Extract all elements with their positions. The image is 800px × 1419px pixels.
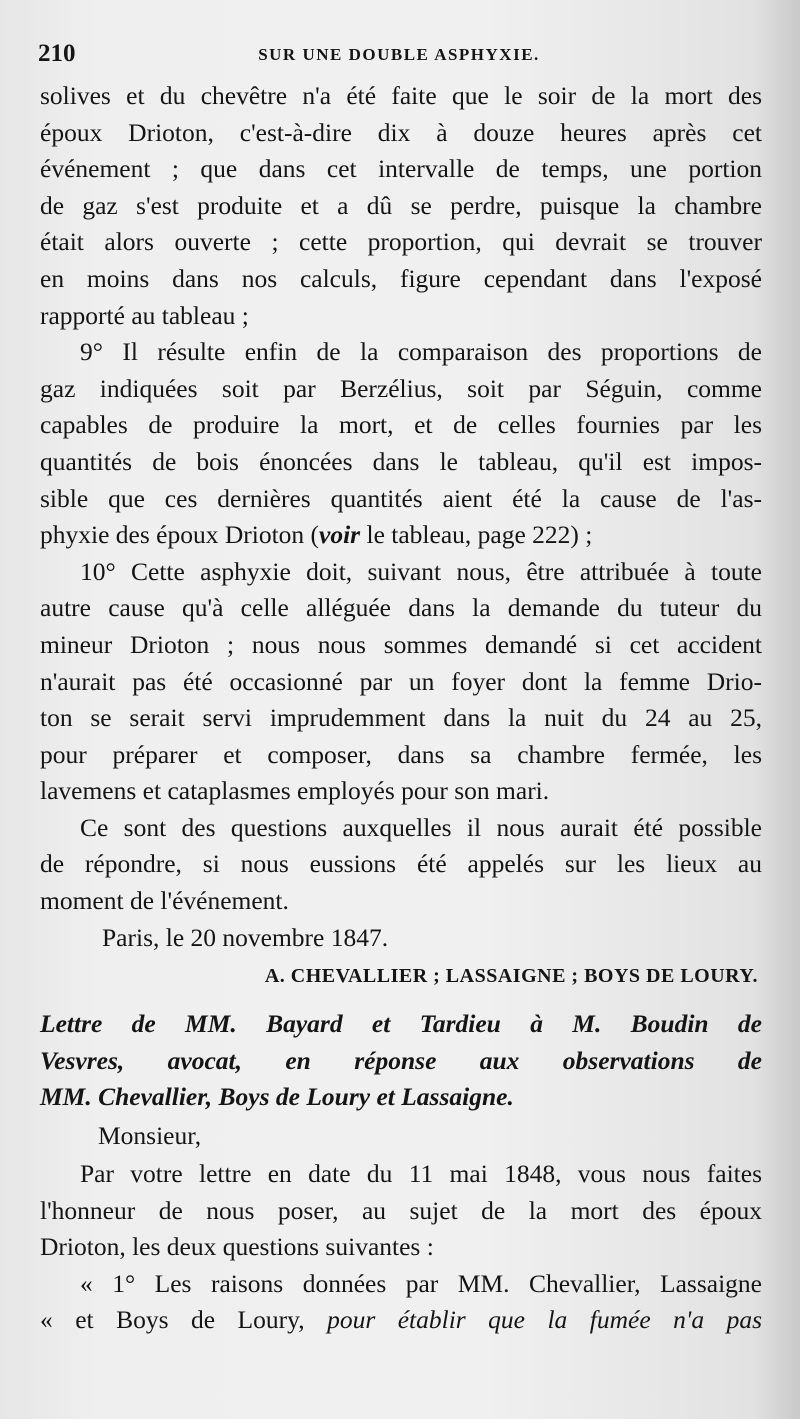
text-line: ton se serait servi imprudemment dans la nuit du 24 au 25,	[40, 703, 762, 733]
running-title: SUR UNE DOUBLE ASPHYXIE.	[258, 45, 540, 64]
text-line: événement ; que dans cet intervalle de temps, une portion	[40, 154, 762, 184]
text-line: gaz indiquées soit par Berzélius, soit par Séguin, comme	[40, 373, 762, 403]
paragraph-4	[40, 810, 762, 920]
title-line: MM. Chevallier, Boys de Loury et Lassaigne.	[40, 1082, 514, 1112]
italic-voir: voir	[319, 520, 361, 550]
salutation: Monsieur,	[98, 1121, 202, 1151]
text-line: pour préparer et composer, dans sa chambre fermée, les	[40, 739, 762, 769]
italic-segment: pour établir que la fumée n'a pas	[327, 1305, 762, 1335]
page-number: 210	[38, 40, 76, 67]
paragraph-3	[40, 554, 762, 810]
title-line: Vesvres, avocat, en réponse aux observations de	[40, 1045, 762, 1075]
text-line: époux Drioton, c'est-à-dire dix à douze heures après cet	[40, 117, 762, 147]
text-segment: « et Boys de Loury,	[40, 1305, 328, 1335]
text-line: lavemens et cataplasmes employés pour son mari.	[40, 776, 550, 806]
letter-title	[40, 1006, 762, 1116]
text-segment: phyxie des époux Drioton (	[40, 520, 320, 550]
text-line: n'aurait pas été occasionné par un foyer dont la femme Drio-	[40, 666, 762, 696]
text-line: 9° Il résulte enfin de la comparaison des proportions de	[80, 337, 762, 367]
text-line	[40, 517, 762, 554]
text-line: de répondre, si nous eussions été appelés sur les lieux au	[40, 849, 762, 879]
text-line: rapporté au tableau ;	[40, 300, 249, 330]
page-header	[38, 40, 760, 74]
text-line: l'honneur de nous poser, au sujet de la mort des époux	[40, 1195, 762, 1225]
text-line: 10° Cette asphyxie doit, suivant nous, être attribuée à toute	[80, 556, 762, 586]
text-line: capables de produire la mort, et de celles fournies par les	[40, 410, 762, 440]
text-line: Par votre lettre en date du 11 mai 1848, vous nous faites	[80, 1159, 762, 1189]
letter-body	[40, 1156, 762, 1339]
text-line: de gaz s'est produite et a dû se perdre, puisque la chambre	[40, 190, 762, 220]
text-line: solives et du chevêtre n'a été faite que le soir de la mort des	[40, 81, 762, 110]
text-line: « 1° Les raisons données par MM. Chevallier, Lassaigne	[80, 1268, 762, 1298]
text-line	[40, 1302, 762, 1339]
text-line: mineur Drioton ; nous nous sommes demandé si cet accident	[40, 629, 762, 659]
text-body	[40, 78, 762, 1339]
spacer	[40, 996, 762, 1006]
text-line: Ce sont des questions auxquelles il nous aurait été possible	[80, 812, 762, 842]
text-line: Drioton, les deux questions suivantes :	[40, 1232, 434, 1262]
signatures: A. CHEVALLIER ; LASSAIGNE ; BOYS DE LOURY.	[264, 965, 758, 988]
text-line: en moins dans nos calculs, figure cependant dans l'exposé	[40, 263, 762, 293]
text-line: moment de l'événement.	[40, 886, 289, 916]
text-line: sible que ces dernières quantités aient été la cause de l'as-	[40, 483, 762, 513]
text-line: autre cause qu'à celle alléguée dans la demande du tuteur du	[40, 593, 762, 623]
paragraph-2	[40, 334, 762, 554]
text-segment: le tableau, page 222) ;	[360, 520, 593, 550]
title-line: Lettre de MM. Bayard et Tardieu à M. Boudin de	[40, 1009, 762, 1039]
paragraph-1	[40, 78, 762, 334]
text-line: était alors ouverte ; cette proportion, qui devrait se trouver	[40, 227, 762, 257]
date-line: Paris, le 20 novembre 1847.	[102, 922, 389, 952]
text-line: quantités de bois énoncées dans le tableau, qu'il est impos-	[40, 446, 762, 476]
